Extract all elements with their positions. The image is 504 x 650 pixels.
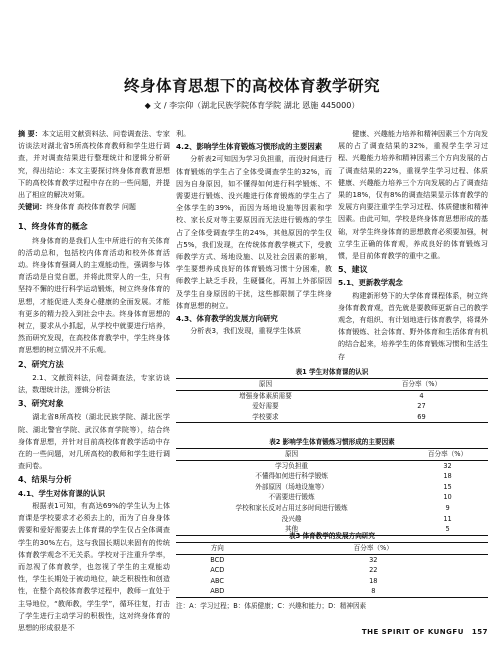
table-cell: ACD [210,566,225,575]
subsection-heading: 4.3、体育教学的发展方向研究 [176,314,278,324]
table-cell: 学习负担重 [275,461,309,470]
table-cell: BCD [210,555,225,564]
table-row [176,586,488,597]
abstract [18,128,170,201]
table-row [176,390,488,401]
table-row [176,554,488,565]
table-2 [176,448,488,536]
section-heading-2: 2、研究方法 [18,359,64,369]
table-cell: 不需要进行锻炼 [268,493,315,502]
table-cell: 69 [355,412,488,423]
table-header-row [176,543,488,555]
table-cell: 其他 [176,524,407,535]
table-row [176,401,488,412]
table-cell: 32 [443,461,452,470]
abstract-label: 摘 要： [18,129,42,138]
table-header-cell: 方向 [176,543,259,555]
table-1 [176,378,488,423]
paragraph: 2.1、文献资料法，问卷调查法，专家访谈法，数理统计法，逻辑分析法 [18,372,170,395]
paragraph: 健康、兴趣能力培养和精神因素三个方向发展的占了调查结果的32%，重视学生学习过程、兴趣能力培养和精神因素三个方向发展的占了调查结果的22%，重视学生学习过程、体质健康、兴趣能力培养三个方向发展的占了调查结果的18%，仅有8%的调查结果显示体育教学的发展方向要注重学生学习过程、体质健康和精神因素。由此可知，学校是终身体育思想形成的基础，对学生终身体育的思想教育必须要加强，树立学生正确的体育观，养成良好的体育锻炼习惯，是目前体育教学的重中之重。 [338,129,488,261]
abstract-text: 本文运用文献资料法、问卷调查法、专家访谈法对湖北省5所高校体育教师和学生进行调查，并对调查结果进行整理统计和逻辑分析研究，得出结论：本文主要探讨终身体育教育思想下的高校体育教学过程中存在的一些问题，并提出了相应的解决对策。 [18,129,170,200]
table-row [176,565,488,576]
page-number: 157 [471,628,488,636]
table-header-cell: 百分率（%） [259,543,488,555]
journal-brand: THE SPIRIT OF KUNGFU [361,628,464,636]
table-row [176,471,488,482]
paragraph: 构建新形势下的大学体育课程体系，树立终身体育教育观，首先就是要教师更新自己的教学观念，有组织、有计划地进行体育教学，将课外体育锻炼、社会体育、野外体育和生活体育有机的结合起来，培养学生的体育锻炼习惯和生活生存 [338,290,488,361]
paragraph: 终身体育的是我们人生中所进行的有关体育的活动总和，包括校内体育活动和校外体育活动。终身体育强调人的主观能动性，强调参与体育活动是自觉自愿，并将此贯穿人的一生，只有坚持不懈的进行科学运动锻炼，树立终身体育的思想，才能促进人类身心健康的全面发展。才能有更多的精力投入到社会中去。终身体育思想的树立，要求从小抓起，从学校中就要进行培养，然而研究发现，在高校体育教学中，学生终身体育思想的树立情况并不乐观。 [18,235,170,355]
table-cell: 32 [369,555,378,564]
table-cell: 外部原因（场地设施等） [255,482,328,491]
table-cell: 学校要求 [176,412,355,423]
table-cell: 8 [259,586,488,597]
paragraph: 分析表2可知因为学习负担重，而没时间进行体育锻炼的学生占了全体受调查学生的32%，而因为自身原因，如不懂得如何进行科学锻炼、不需要进行锻炼、没兴趣进行体育锻炼的学生占了全体学生的39%，而因为场地设施等因素和学校、家长反对等主要原因而无法进行锻炼的学生占了全体受调查学生的24%，其他原因的学生仅占5%，我们发现，在传统体育教学模式下，受教师教学方式、场地设施、以及社会因素的影响，学生要想养成良好的体育锻炼习惯十分困难，教师教学上缺乏手段，生硬僵化，再加上外部原因及学生自身原因的干扰，这些都限制了学生终身体育思想的树立。 [176,154,332,310]
table-3-block [176,530,488,610]
keywords-text: 终身体育 高校体育教学 问题 [46,202,137,212]
section-heading-4: 4、结果与分析 [18,475,72,485]
paragraph: 利。 [176,129,191,138]
column-3 [338,128,488,363]
keywords [18,201,170,213]
table-cell: 爱好需要 [252,402,279,411]
table-header-cell: 百分率（%） [355,379,488,391]
table-cell: 27 [417,402,426,411]
paragraph: 分析表3，我们发现，重视学生体质 [190,326,302,336]
table-row [176,460,488,471]
table-row [176,482,488,493]
section-heading-3: 3、研究对象 [18,399,64,409]
table-cell: 9 [445,503,450,512]
table-row [176,514,488,525]
author-line: ◆ 文 / 李宗仰（湖北民族学院体育学院 湖北 恩施 445000） [144,101,360,110]
table-cell: 增强身体素质需要 [239,391,292,400]
table-header-cell: 原因 [176,449,407,461]
table-cell: 15 [443,482,452,491]
table-cell: 18 [369,576,378,585]
table-row [176,576,488,587]
table-row [176,412,488,423]
table-header-cell: 原因 [176,379,355,391]
table-cell: 18 [443,472,452,481]
table-row [176,503,488,514]
table-header-row [176,449,488,461]
paragraph: 根据表1可知，有高达69%的学生认为上体育课是学校要求才必须去上的，而为了自身身体需要和爱好需要去上体育课的学生仅占全体调查学生的30%左右，这与我国长期以来固有的传统体育教学观念不无关系。学校对于注重升学率，而忽视了体育教学，也忽视了学生的主观能动性，学生长期处于被动地位，缺乏积极性和创造性，在整个高校体育教学过程中，教师一直处于主导地位，“教师教，学生学”，循环往复，打击了学生进行主动学习的积极性，这对终身体育的思想的形成很是不 [18,500,170,632]
column-2 [176,128,332,337]
subsection-heading: 4.1、学生对体育课的认识 [18,488,105,498]
column-1 [18,128,170,634]
table-3 [176,542,488,598]
section-heading-5: 5、建议 [338,265,368,275]
table-note: 注：A：学习过程；B：体质健康；C：兴趣和能力；D：精神因素 [176,601,367,610]
table-cell: 4 [419,391,424,400]
subsection-heading: 4.2、影响学生体育锻炼习惯形成的主要因素 [176,142,323,152]
table-cell: 没兴趣 [281,514,302,523]
table-cell: 学校和家长反对占用过多时间进行锻炼 [235,503,348,512]
table-cell: 不懂得如何进行科学锻炼 [255,472,328,481]
table-cell: ABC [210,576,225,585]
table-caption: 表2 影响学生体育锻炼习惯形成的主要因素 [269,438,395,446]
table-cell: 5 [407,524,488,535]
page-footer [362,628,488,636]
section-heading-1: 1、终身体育的概念 [18,222,88,232]
table-cell: 22 [369,566,378,575]
table-1-block [176,366,488,423]
keywords-label: 关键词： [18,202,47,212]
table-cell: 10 [443,493,452,502]
table-cell: ABD [176,586,259,597]
table-header-cell: 百分率（%） [407,449,488,461]
table-row [176,492,488,503]
subsection-heading: 5.1、更新教学观念 [338,278,403,288]
article-title: 终身体育思想下的高校体育教学研究 [123,77,380,95]
table-2-block [176,436,488,536]
table-caption: 表1 学生对体育课的认识 [295,368,369,376]
table-cell: 11 [443,514,452,523]
table-caption: 表3 体育教学的发展方向研究 [288,532,375,540]
paragraph: 湖北省8所高校（湖北民族学院、湖北医学院、湖北警官学院、武汉体育学院等），结合终身体育思想，并针对目前高校体育教学活动中存在的一些问题，对几所高校的教师和学生进行调查问卷。 [18,412,170,471]
table-header-row [176,379,488,391]
